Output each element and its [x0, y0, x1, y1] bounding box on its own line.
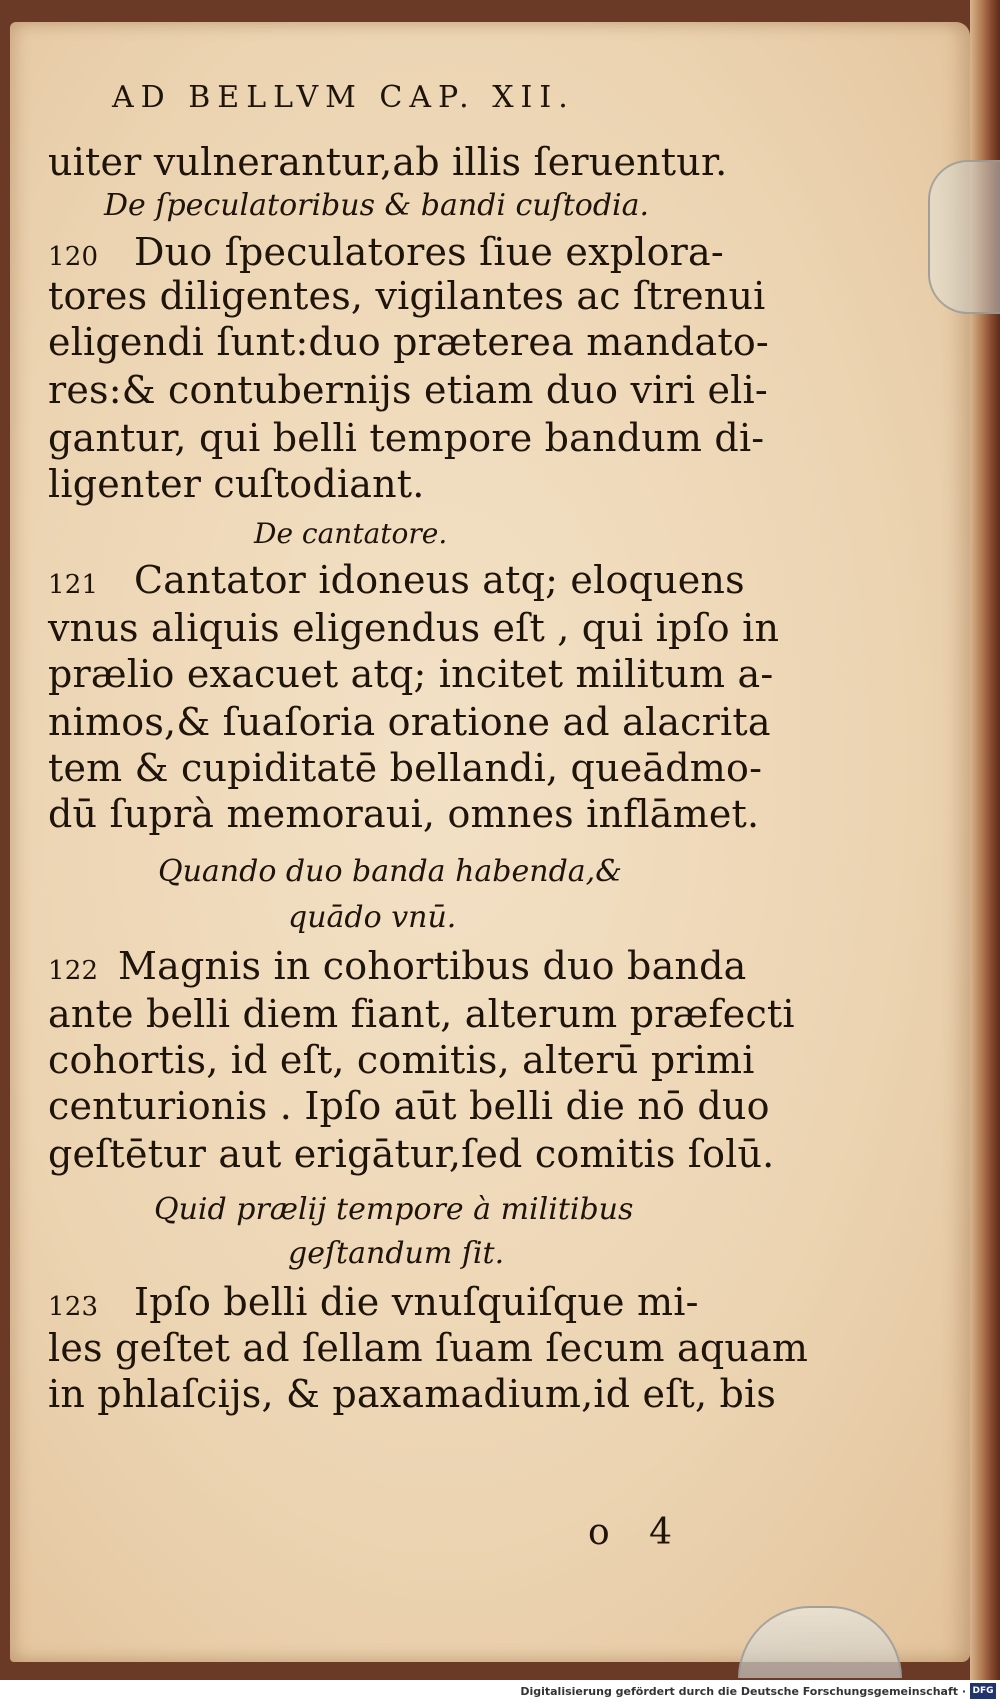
clasp-icon [928, 160, 1000, 314]
text-line: tem & cupiditatē bellandi, queādmo- [48, 746, 763, 790]
text-line: tores diligentes, vigilantes ac ſtrenui [48, 274, 766, 318]
section-heading: De ſpeculatoribus & bandi cuſtodia. [104, 188, 650, 223]
text-line: dū ſuprà memoraui, omnes inflāmet. [48, 792, 760, 836]
text-line [48, 1280, 699, 1329]
signature-mark: o 4 [588, 1512, 687, 1553]
section-number: 122 [48, 956, 99, 986]
text-line: cohortis, id eſt, comitis, alterū primi [48, 1038, 755, 1082]
text-line: vnus aliquis eligendus eſt , qui ipſo in [48, 606, 780, 650]
text-line-content: Magnis in cohortibus duo banda [118, 944, 747, 988]
text-line: ante belli diem fiant, alterum præfecti [48, 992, 795, 1036]
text-line: res:& contubernijs etiam duo viri eli- [48, 368, 768, 412]
section-heading: De cantatore. [254, 517, 448, 550]
text-line: in phlaſcijs, & paxamadium,id eſt, bis [48, 1372, 777, 1416]
text-line-content: Ipſo belli die vnuſquiſque mi- [134, 1280, 699, 1324]
text-line: ligenter cuſtodiant. [48, 462, 425, 506]
section-number: 120 [48, 242, 99, 272]
dfg-logo-icon: DFG [970, 1683, 996, 1699]
text-line-content: Cantator idoneus atq; eloquens [134, 558, 745, 602]
section-heading: Quando duo banda habenda,& [158, 854, 622, 889]
running-head: AD BELLVM CAP. XII. [112, 80, 575, 115]
text-line: nimos,& ſuaſoria oratione ad alacrita [48, 700, 771, 744]
funding-credit: Digitalisierung gefördert durch die Deutsche Forschungsgemeinschaft · [520, 1685, 966, 1698]
text-line: prælio exacuet atq; incitet militum a- [48, 652, 774, 696]
section-number: 123 [48, 1292, 99, 1322]
section-heading: quādo vnū. [288, 900, 457, 935]
book-page [10, 22, 970, 1662]
footer-bar [0, 1680, 1000, 1704]
section-number: 121 [48, 570, 99, 600]
text-line-content: Duo ſpeculatores ſiue explora- [134, 230, 724, 274]
section-heading: geſtandum ſit. [288, 1236, 505, 1271]
text-line: eligendi ſunt:duo præterea mandato- [48, 320, 769, 364]
text-line: geſtētur aut erigātur,ſed comitis ſolū. [48, 1132, 775, 1176]
text-line: uiter vulnerantur,ab illis ſeruentur. [48, 140, 728, 184]
section-heading: Quid prælij tempore à militibus [154, 1192, 634, 1227]
text-line: gantur, qui belli tempore bandum di- [48, 416, 765, 460]
text-line [48, 558, 745, 607]
text-line: les geſtet ad ſellam ſuam ſecum aquam [48, 1326, 809, 1370]
text-line: centurionis . Ipſo aūt belli die nō duo [48, 1084, 770, 1128]
text-line [48, 944, 746, 993]
text-line [48, 230, 724, 279]
